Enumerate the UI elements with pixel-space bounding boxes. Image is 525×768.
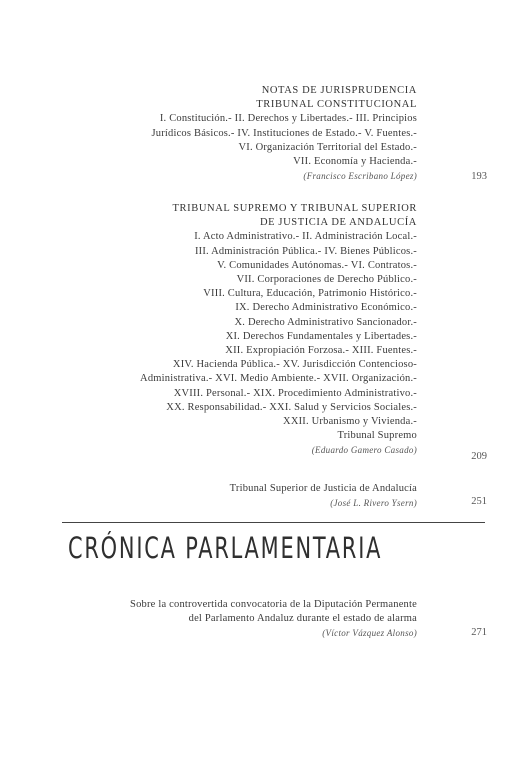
toc-line: X. Derecho Administrativo Sancionador.- bbox=[234, 316, 417, 328]
toc-author: ( Francisco Escribano López ) bbox=[151, 169, 417, 183]
toc-line: VIII. Cultura, Educación, Patrimonio Histórico.- bbox=[203, 288, 417, 300]
toc-heading: TRIBUNAL CONSTITUCIONAL bbox=[256, 99, 417, 111]
toc-line: IX. Derecho Administrativo Económico.- bbox=[235, 302, 417, 314]
toc-line: XX. Responsabilidad.- XXI. Salud y Servicios Sociales.- bbox=[166, 401, 417, 413]
toc-page-number: 271 bbox=[471, 627, 487, 638]
section-divider bbox=[62, 522, 485, 523]
toc-entry-cronica bbox=[130, 598, 417, 640]
toc-page-number: 251 bbox=[471, 496, 487, 507]
toc-author: ( José L. Rivero Ysern ) bbox=[230, 496, 417, 510]
toc-line: XII. Expropiación Forzosa.- XIII. Fuentes.- bbox=[225, 345, 417, 357]
toc-line: Sobre la controvertida convocatoria de la Diputación Permanente bbox=[130, 599, 417, 610]
toc-line: XI. Derechos Fundamentales y Libertades.- bbox=[225, 330, 417, 342]
toc-heading: DE JUSTICIA DE ANDALUCÍA bbox=[259, 217, 417, 229]
toc-line: VII. Corporaciones de Derecho Público.- bbox=[236, 274, 417, 286]
toc-page-number: 209 bbox=[471, 451, 487, 462]
toc-line: XXII. Urbanismo y Vivienda.- bbox=[283, 416, 417, 428]
toc-line: I. Constitución.- II. Derechos y Libertades.- III. Principios bbox=[159, 113, 417, 125]
toc-entry-tribunal-supremo bbox=[140, 202, 417, 458]
toc-line: I. Acto Administrativo.- II. Administración Local.- bbox=[194, 231, 417, 243]
toc-line: III. Administración Pública.- IV. Bienes Públicos.- bbox=[194, 245, 417, 257]
toc-line: Administrativa.- XVI. Medio Ambiente.- XVII. Organización.- bbox=[140, 373, 417, 385]
toc-line: Tribunal Superior de Justicia de Andalucía bbox=[229, 483, 417, 494]
toc-heading: NOTAS DE JURISPRUDENCIA bbox=[261, 85, 417, 96]
toc-heading: TRIBUNAL SUPREMO Y TRIBUNAL SUPERIOR bbox=[172, 203, 417, 214]
toc-line: VII. Economía y Hacienda.- bbox=[293, 156, 417, 168]
toc-line: Jurídicos Básicos.- IV. Instituciones de Estado.- V. Fuentes.- bbox=[151, 127, 417, 139]
toc-line: Tribunal Supremo bbox=[337, 430, 417, 442]
toc-author: ( Eduardo Gamero Casado ) bbox=[140, 443, 417, 457]
toc-page-number: 193 bbox=[471, 171, 487, 182]
toc-entry-tsj-andalucia bbox=[230, 482, 417, 510]
section-title-cronica: CRÓNICA PARLAMENTARIA bbox=[68, 531, 383, 565]
toc-line: XIV. Hacienda Pública.- XV. Jurisdicción Contencioso- bbox=[172, 359, 417, 371]
toc-line: VI. Organización Territorial del Estado.- bbox=[238, 141, 417, 153]
toc-author: ( Víctor Vázquez Alonso ) bbox=[130, 626, 417, 640]
toc-line: del Parlamento Andaluz durante el estado de alarma bbox=[188, 613, 417, 624]
toc-line: V. Comunidades Autónomas.- VI. Contratos.- bbox=[217, 259, 417, 271]
toc-line: XVIII. Personal.- XIX. Procedimiento Administrativo.- bbox=[173, 387, 417, 399]
toc-entry-tribunal-constitucional bbox=[151, 84, 417, 183]
